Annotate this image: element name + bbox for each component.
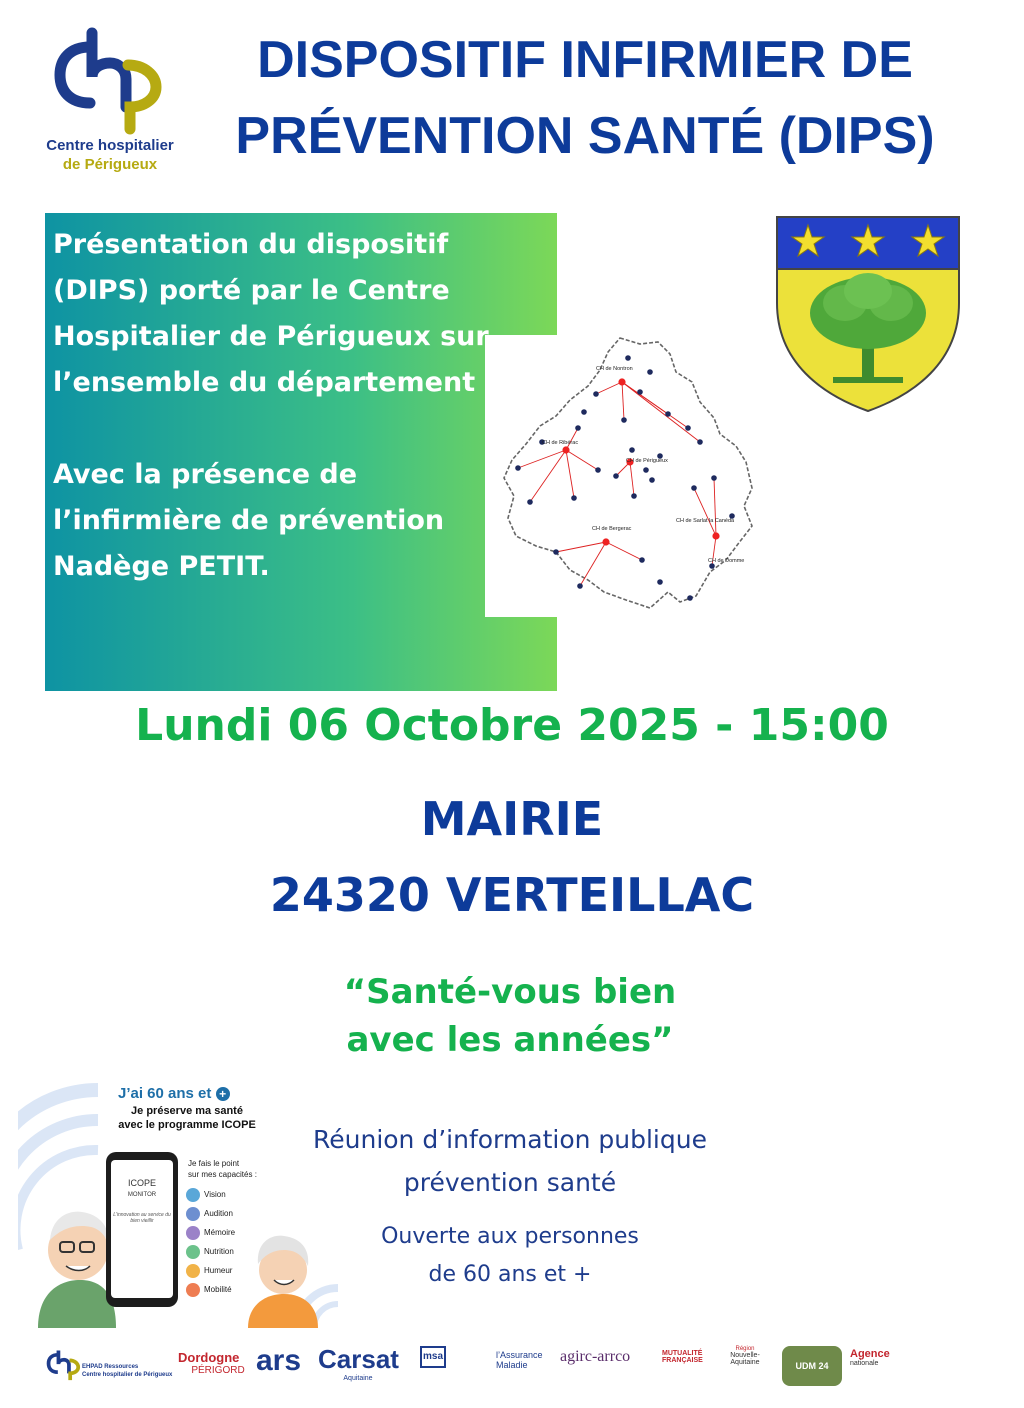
meeting-description-line1: Réunion d’information publique bbox=[313, 1125, 707, 1154]
carsat-sub: Aquitaine bbox=[343, 1375, 373, 1382]
icope-subheading-line2: avec le programme ICOPE bbox=[118, 1119, 256, 1131]
logo-text-line2: de Périgueux bbox=[62, 156, 158, 173]
map-outline bbox=[504, 338, 752, 608]
partner-logo-carsat bbox=[318, 1344, 398, 1382]
phone-title: ICOPE bbox=[127, 1178, 156, 1188]
region-line2: Nouvelle- bbox=[730, 1352, 760, 1359]
meeting-description-line2: prévention santé bbox=[403, 1168, 617, 1197]
woman-illustration-icon bbox=[248, 1236, 318, 1328]
dordogne-line2: PÉRIGORD bbox=[191, 1365, 245, 1376]
mutualite-line2: FRANÇAISE bbox=[662, 1357, 703, 1364]
icope-subheading-line1: Je préserve ma santé bbox=[131, 1105, 243, 1117]
logo-text-line1: Centre hospitalier bbox=[46, 137, 174, 154]
capacities-intro-line2: sur mes capacités : bbox=[188, 1170, 257, 1179]
ch-perigueux-logo bbox=[40, 25, 180, 175]
map-label-riberac: CH de Ribérac bbox=[542, 440, 579, 446]
icope-illustration bbox=[18, 1080, 338, 1328]
capacity-label: Humeur bbox=[204, 1266, 233, 1275]
agence-line1: Agence bbox=[850, 1348, 890, 1360]
mutualite-line1: MUTUALITÉ bbox=[662, 1350, 703, 1357]
partner-logo-assurance-maladie bbox=[496, 1350, 556, 1370]
chp-footer-line1: EHPAD Ressources bbox=[82, 1364, 139, 1370]
chp-footer-line2: Centre hospitalier de Périgueux bbox=[82, 1372, 173, 1378]
coat-of-arms bbox=[773, 213, 963, 413]
capacity-icon bbox=[186, 1283, 200, 1297]
map-label-nontron: CH de Nontron bbox=[596, 366, 633, 372]
assurance-line2: Maladie bbox=[496, 1360, 528, 1370]
phone-screen bbox=[111, 1160, 173, 1298]
slogan-line1: “Santé-vous bien bbox=[343, 972, 677, 1012]
capacities-intro bbox=[188, 1158, 278, 1180]
partner-logo-msa: msa bbox=[420, 1346, 446, 1368]
map-label-sarlat: CH de Sarlat la Canéda bbox=[676, 518, 735, 524]
slogan-line2: avec les années” bbox=[346, 1020, 674, 1060]
capacity-icon bbox=[186, 1226, 200, 1240]
capacity-label: Mémoire bbox=[204, 1228, 236, 1237]
map-label-bergerac: CH de Bergerac bbox=[592, 526, 632, 532]
event-date: Lundi 06 Octobre 2025 - 15:00 bbox=[135, 700, 889, 751]
department-map bbox=[500, 330, 760, 615]
capacity-icon bbox=[186, 1245, 200, 1259]
capacity-label: Audition bbox=[204, 1209, 233, 1218]
capacities-intro-line1: Je fais le point bbox=[188, 1159, 240, 1168]
page-title bbox=[185, 22, 985, 174]
region-line3: Aquitaine bbox=[730, 1359, 760, 1366]
event-place-name: MAIRIE bbox=[420, 792, 604, 846]
phone-subtitle: MONITOR bbox=[127, 1192, 157, 1198]
map-label-perigueux: CH de Périgueux bbox=[626, 458, 668, 464]
carsat-name: Carsat bbox=[318, 1344, 399, 1374]
audience-line2: de 60 ans et + bbox=[428, 1262, 592, 1287]
capacity-icon bbox=[186, 1207, 200, 1221]
chp-small-logo-icon bbox=[44, 1348, 84, 1382]
capacity-label: Mobilité bbox=[204, 1285, 232, 1294]
map-label-domme: CH de Domme bbox=[708, 558, 745, 564]
capacity-label: Vision bbox=[204, 1190, 226, 1199]
icope-heading-text: J’ai 60 ans et bbox=[118, 1085, 212, 1102]
partner-logo-ars: ars bbox=[256, 1344, 302, 1377]
chp-logo-icon bbox=[52, 25, 168, 135]
partner-logo-nouvelle-aquitaine bbox=[722, 1346, 768, 1366]
partner-logo-mutualite bbox=[640, 1350, 710, 1364]
man-illustration-icon bbox=[38, 1212, 116, 1328]
event-place-city: 24320 VERTEILLAC bbox=[269, 868, 755, 922]
phone-icon bbox=[106, 1152, 178, 1307]
title-line2: PRÉVENTION SANTÉ (DIPS) bbox=[235, 107, 935, 165]
icope-heading bbox=[118, 1085, 230, 1102]
presentation-paragraph-2: Avec la présence de l’infirmière de prévention Nadège PETIT. bbox=[53, 459, 445, 582]
region-line1: Région bbox=[735, 1346, 755, 1352]
partner-logo-udm24: UDM 24 bbox=[782, 1346, 842, 1386]
assurance-line1: l’Assurance bbox=[496, 1350, 543, 1360]
agence-line2: nationale bbox=[850, 1360, 879, 1367]
partner-logo-dordogne bbox=[178, 1350, 258, 1376]
slogan bbox=[250, 968, 770, 1064]
presentation-text bbox=[53, 222, 493, 590]
dordogne-line1: Dordogne bbox=[178, 1350, 240, 1365]
capacity-icon bbox=[186, 1264, 200, 1278]
icope-subheading bbox=[102, 1104, 272, 1132]
phone-tagline: L’innovation au service du bien vieillir bbox=[113, 1212, 171, 1224]
partner-logo-agence-nationale bbox=[850, 1348, 910, 1367]
capacity-icon bbox=[186, 1188, 200, 1202]
capacity-label: Nutrition bbox=[204, 1247, 234, 1256]
partner-logo-agirc-arrco: agirc-arrco bbox=[560, 1348, 631, 1365]
presentation-paragraph-1: Présentation du dispositif (DIPS) porté par le Centre Hospitalier de Périgueux sur l’ensemble du département bbox=[53, 229, 489, 398]
title-line1: DISPOSITIF INFIRMIER DE bbox=[257, 31, 913, 89]
plus-icon: + bbox=[216, 1087, 230, 1101]
partner-logo-chp-ehpad bbox=[44, 1348, 174, 1388]
audience-line1: Ouverte aux personnes bbox=[381, 1224, 639, 1249]
partner-logos bbox=[0, 1340, 1024, 1408]
